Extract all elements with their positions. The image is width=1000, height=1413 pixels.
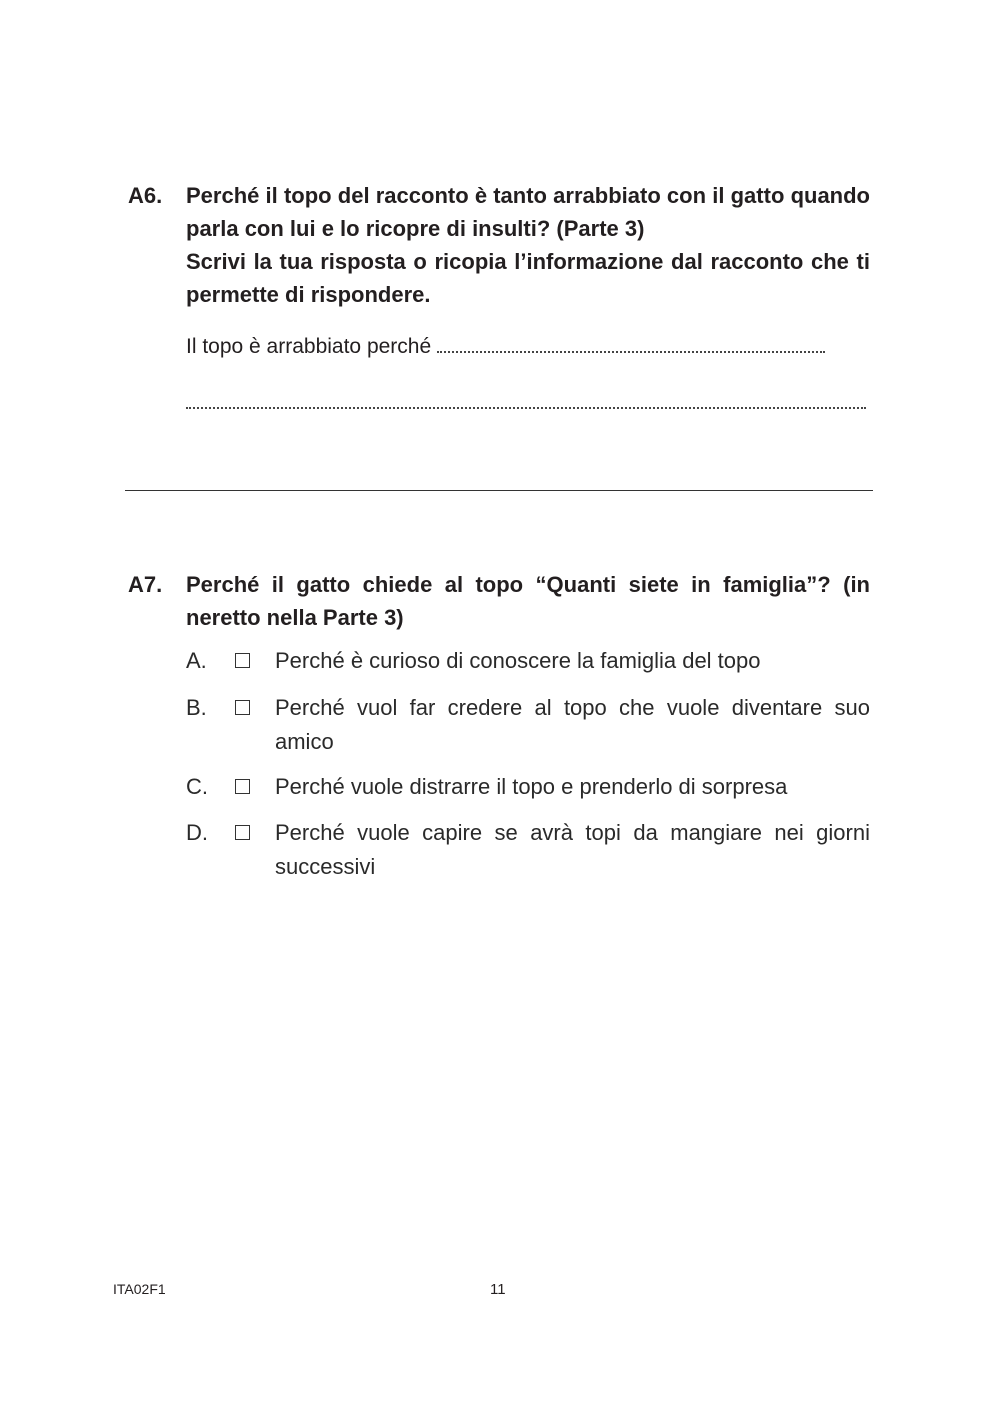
option-letter: B. — [186, 695, 207, 720]
option-letter: A. — [186, 648, 207, 673]
checkbox-b[interactable] — [235, 700, 250, 715]
checkbox-d[interactable] — [235, 825, 250, 840]
question-a7 — [186, 568, 870, 634]
section-divider — [125, 490, 873, 491]
question-a7-number: A7. — [128, 572, 163, 597]
option-a[interactable] — [186, 644, 870, 678]
option-c[interactable] — [186, 770, 870, 804]
option-text: Perché vuole distrarre il topo e prenderlo di sorpresa — [275, 774, 788, 799]
option-d[interactable] — [186, 816, 870, 884]
option-letter: C. — [186, 774, 208, 799]
option-letter: D. — [186, 820, 208, 845]
answer-line-2[interactable] — [186, 388, 870, 418]
document-code: ITA02F1 — [113, 1281, 166, 1297]
page-number: 11 — [490, 1281, 506, 1298]
answer-line-1[interactable] — [186, 332, 870, 362]
question-a6-prompt: Perché il topo del racconto è tanto arrabbiato con il gatto quando parla con lui e lo ricopre di insulti? (Parte 3) — [186, 183, 870, 241]
answer-dotted-line — [437, 350, 825, 353]
checkbox-c[interactable] — [235, 779, 250, 794]
question-a6-instruction: Scrivi la tua risposta o ricopia l’informazione dal racconto che ti permette di rispondere. — [186, 249, 870, 307]
question-a6-number: A6. — [128, 183, 163, 208]
answer-dotted-line — [186, 406, 866, 409]
option-text: Perché è curioso di conoscere la famiglia del topo — [275, 648, 761, 673]
checkbox-a[interactable] — [235, 653, 250, 668]
question-a7-prompt: Perché il gatto chiede al topo “Quanti siete in famiglia”? (in neretto nella Parte 3) — [186, 572, 870, 630]
option-b[interactable] — [186, 691, 870, 759]
option-text: Perché vuole capire se avrà topi da mangiare nei giorni successivi — [275, 820, 870, 879]
answer-lead-text: Il topo è arrabbiato perché — [186, 335, 432, 358]
option-text: Perché vuol far credere al topo che vuole diventare suo amico — [275, 695, 870, 754]
question-a6 — [186, 179, 870, 311]
